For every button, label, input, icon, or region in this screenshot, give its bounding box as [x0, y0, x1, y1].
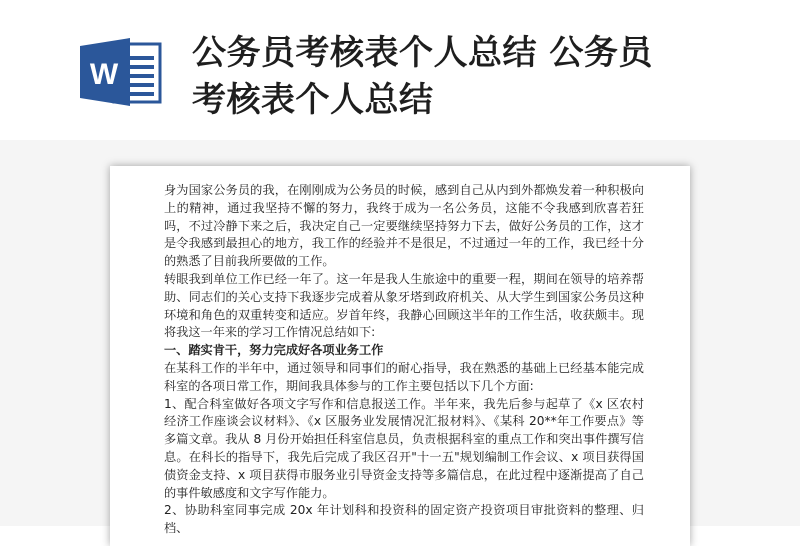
- paragraph-item-1: 1、配合科室做好各项文字写作和信息报送工作。半年来，我先后参与起草了《x 区农村经济工作座谈会议材料》、《x 区服务业发展情况汇报材料》、《某科 20**年工作要点》等多篇文章。我从 8 月份开始担任科室信息员，负责根据科室的重点工作和突出事件撰写信息。在科长的指导下，我先后完成了我区召开"十一五"规划编制工作会议、x 项目获得国债资金支持、x 项目获得市服务业引导资金支持等多篇信息，在此过程中逐渐提高了自己的事件敏感度和文字写作能力。: [164, 396, 644, 500]
- svg-text:W: W: [89, 58, 119, 91]
- header: [0, 0, 800, 140]
- document-body: [164, 182, 644, 538]
- paragraph-summary: 转眼我到单位工作已经一年了。这一年是我人生旅途中的重要一程，期间在领导的培养帮助、同志们的关心支持下我逐步完成着从象牙塔到政府机关、从大学生到国家公务员这种环境和角色的双重转变和适应。岁首年终，我静心回顾这半年的工作生活，收获颇丰。现将我这一年来的学习工作情况总结如下:: [164, 271, 644, 340]
- paragraph-intro: 身为国家公务员的我，在刚刚成为公务员的时候，感到自己从内到外都焕发着一种积极向上的精神，通过我坚持不懈的努力，我终于成为一名公务员，这能不令我感到欣喜若狂吗，不过冷静下来之后，我决定自己一定要继续坚持努力下去，做好公务员的工作，这才是令我感到最担心的地方，我工作的经验并不是很足，不过通过一年的工作，我已经十分的熟悉了目前我所要做的工作。: [164, 183, 644, 269]
- document-title: [192, 30, 752, 124]
- title-line-1: 公务员考核表个人总结 公务员: [192, 33, 653, 73]
- title-line-2: 考核表个人总结: [192, 80, 434, 120]
- paragraph-item-2: 2、协助科室同事完成 20x 年计划科和投资科的固定资产投资项目审批资料的整理、归档、: [164, 503, 644, 536]
- word-icon: [74, 36, 164, 108]
- section-heading: 一、踏实肯干，努力完成好各项业务工作: [164, 343, 384, 358]
- paragraph-work: 在某科工作的半年中，通过领导和同事们的耐心指导，我在熟悉的基础上已经基本能完成科室的各项日常工作，期间我具体参与的工作主要包括以下几个方面:: [164, 360, 644, 393]
- document-page: [110, 166, 690, 546]
